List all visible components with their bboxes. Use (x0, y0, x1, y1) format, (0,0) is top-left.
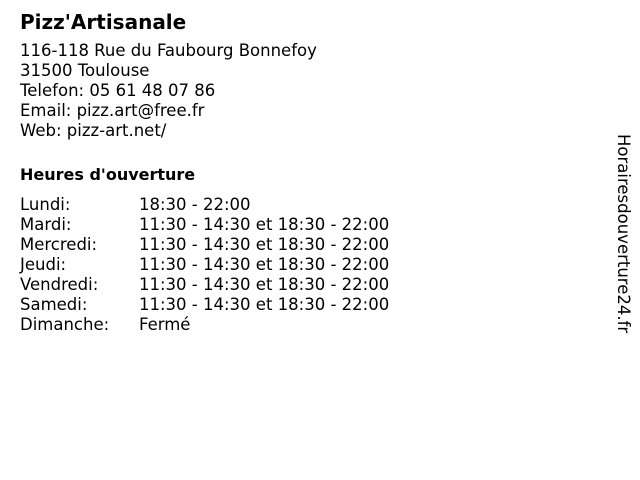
watermark-site-name: Horairesdouverture24.fr (614, 134, 633, 334)
business-card (20, 9, 600, 335)
opening-hours-table (20, 195, 600, 335)
time-range: 18:30 - 22:00 (139, 195, 251, 214)
address-city: 31500 Toulouse (20, 61, 150, 80)
time-range: 11:30 - 14:30 et 18:30 - 22:00 (139, 275, 390, 294)
time-range: 11:30 - 14:30 et 18:30 - 22:00 (139, 235, 390, 254)
day-label: Mardi: (20, 215, 72, 234)
hours-row-thursday (20, 255, 600, 275)
hours-row-friday (20, 275, 600, 295)
day-label: Lundi: (20, 195, 71, 214)
time-range: 11:30 - 14:30 et 18:30 - 22:00 (139, 295, 390, 314)
hours-row-monday (20, 195, 600, 215)
address-street: 116-118 Rue du Faubourg Bonnefoy (20, 41, 317, 60)
hours-row-sunday (20, 315, 600, 335)
email-address: Email: pizz.art@free.fr (20, 101, 205, 120)
day-label: Vendredi: (20, 275, 99, 294)
time-range: Fermé (139, 315, 191, 334)
day-label: Jeudi: (20, 255, 67, 274)
hours-row-saturday (20, 295, 600, 315)
hours-row-wednesday (20, 235, 600, 255)
day-label: Dimanche: (20, 315, 110, 334)
time-range: 11:30 - 14:30 et 18:30 - 22:00 (139, 255, 390, 274)
business-name: Pizz'Artisanale (20, 10, 187, 34)
opening-hours-heading: Heures d'ouverture (20, 165, 196, 184)
website-link: Web: pizz-art.net/ (20, 121, 167, 140)
day-label: Samedi: (20, 295, 88, 314)
day-label: Mercredi: (20, 235, 98, 254)
hours-row-tuesday (20, 215, 600, 235)
phone-number: Telefon: 05 61 48 07 86 (20, 81, 216, 100)
time-range: 11:30 - 14:30 et 18:30 - 22:00 (139, 215, 390, 234)
